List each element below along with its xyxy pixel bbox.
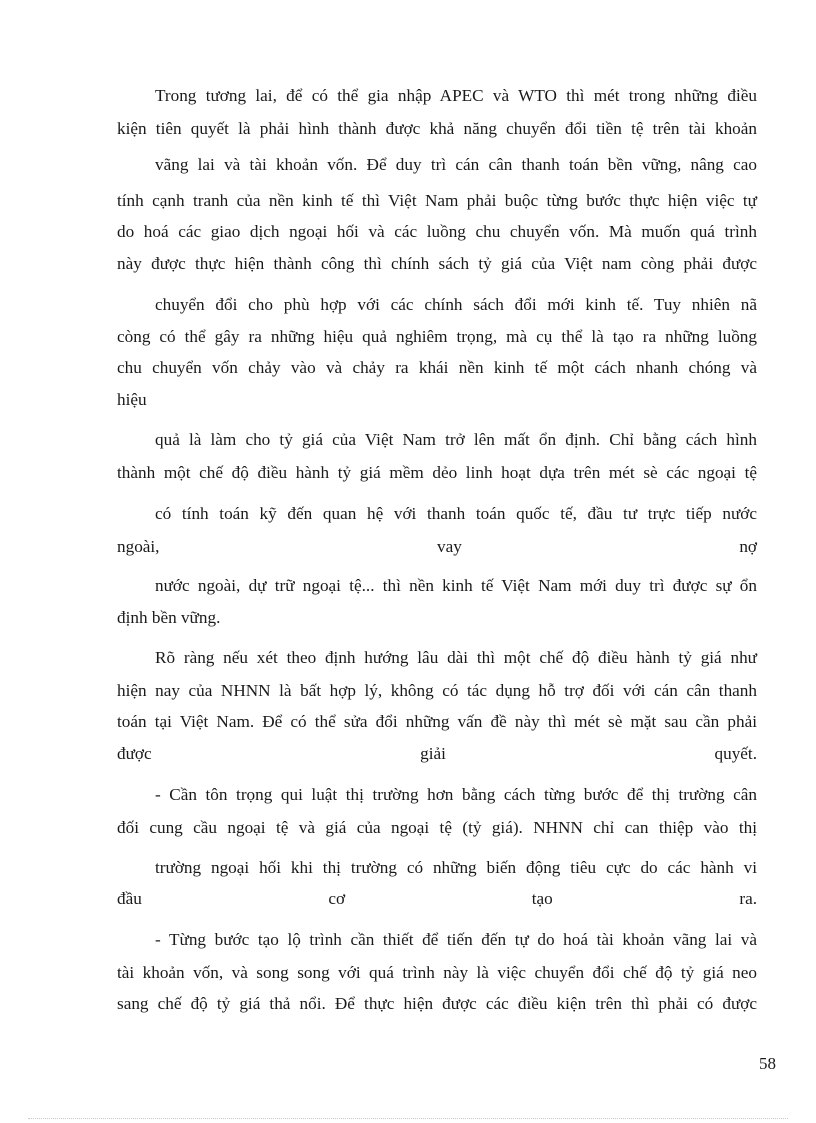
text-line: ngoài, vay nợ (117, 537, 757, 556)
text-line: thành một chế độ điều hành tỷ giá mềm dẻo linh hoạt dựa trên mét sè các ngoại tệ (117, 463, 757, 482)
text-line: chuyển đổi cho phù hợp với các chính sách đổi mới kinh tế. Tuy nhiên nã (155, 295, 757, 314)
text-line: định bền vững. (117, 608, 221, 627)
text-line: toán tại Việt Nam. Để có thể sửa đổi những vấn đề này thì mét sè mặt sau cần phải (117, 712, 757, 731)
text-line: hiện nay của NHNN là bất hợp lý, không có tác dụng hỗ trợ đối với cán cân thanh (117, 681, 757, 700)
text-line: sang chế độ tỷ giá thả nổi. Để thực hiện được các điều kiện trên thì phải có được (117, 994, 757, 1013)
text-line: hiệu (117, 390, 147, 409)
text-line: có tính toán kỹ đến quan hệ với thanh toán quốc tế, đầu tư trực tiếp nước (155, 504, 757, 523)
text-line: do hoá các giao dịch ngoại hối và các luồng chu chuyển vốn. Mà muốn quá trình (117, 222, 757, 241)
text-line: - Cần tôn trọng qui luật thị trường hơn bằng cách từng bước để thị trường cân (155, 785, 757, 804)
text-line: chu chuyển vốn chảy vào và chảy ra khái nền kinh tế một cách nhanh chóng và (117, 358, 757, 377)
page-number: 58 (759, 1054, 776, 1073)
text-line: này được thực hiện thành công thì chính sách tỷ giá của Việt nam còng phải được (117, 254, 757, 273)
text-line: còng có thể gây ra những hiệu quả nghiêm trọng, mà cụ thể là tạo ra những luồng (117, 327, 757, 346)
text-line: nước ngoài, dự trữ ngoại tệ... thì nền kinh tế Việt Nam mới duy trì được sự ổn (155, 576, 757, 595)
text-line: đối cung cầu ngoại tệ và giá của ngoại tệ (tỷ giá). NHNN chỉ can thiệp vào thị (117, 818, 757, 837)
text-line: được giải quyết. (117, 744, 757, 763)
text-line: Rõ ràng nếu xét theo định hướng lâu dài thì một chế độ điều hành tỷ giá như (155, 648, 757, 667)
text-line: vãng lai và tài khoản vốn. Để duy trì cán cân thanh toán bền vững, nâng cao (155, 155, 757, 174)
footer-divider (28, 1118, 788, 1119)
text-line: tính cạnh tranh của nền kinh tế thì Việt Nam phải buộc từng bước thực hiện việc tự (117, 191, 757, 210)
text-line: đầu cơ tạo ra. (117, 889, 757, 908)
text-line: trường ngoại hối khi thị trường có những biến động tiêu cực do các hành vi (155, 858, 757, 877)
text-line: tài khoản vốn, và song song với quá trình này là việc chuyển đổi chế độ tỷ giá neo (117, 963, 757, 982)
text-line: kiện tiên quyết là phải hình thành được khả năng chuyển đổi tiền tệ trên tài khoản (117, 119, 757, 138)
text-line: Trong tương lai, để có thể gia nhập APEC và WTO thì mét trong những điều (155, 86, 757, 105)
text-line: quả là làm cho tỷ giá của Việt Nam trở lên mất ổn định. Chỉ bằng cách hình (155, 430, 757, 449)
text-line: - Từng bước tạo lộ trình cần thiết để tiến đến tự do hoá tài khoản vãng lai và (155, 930, 757, 949)
